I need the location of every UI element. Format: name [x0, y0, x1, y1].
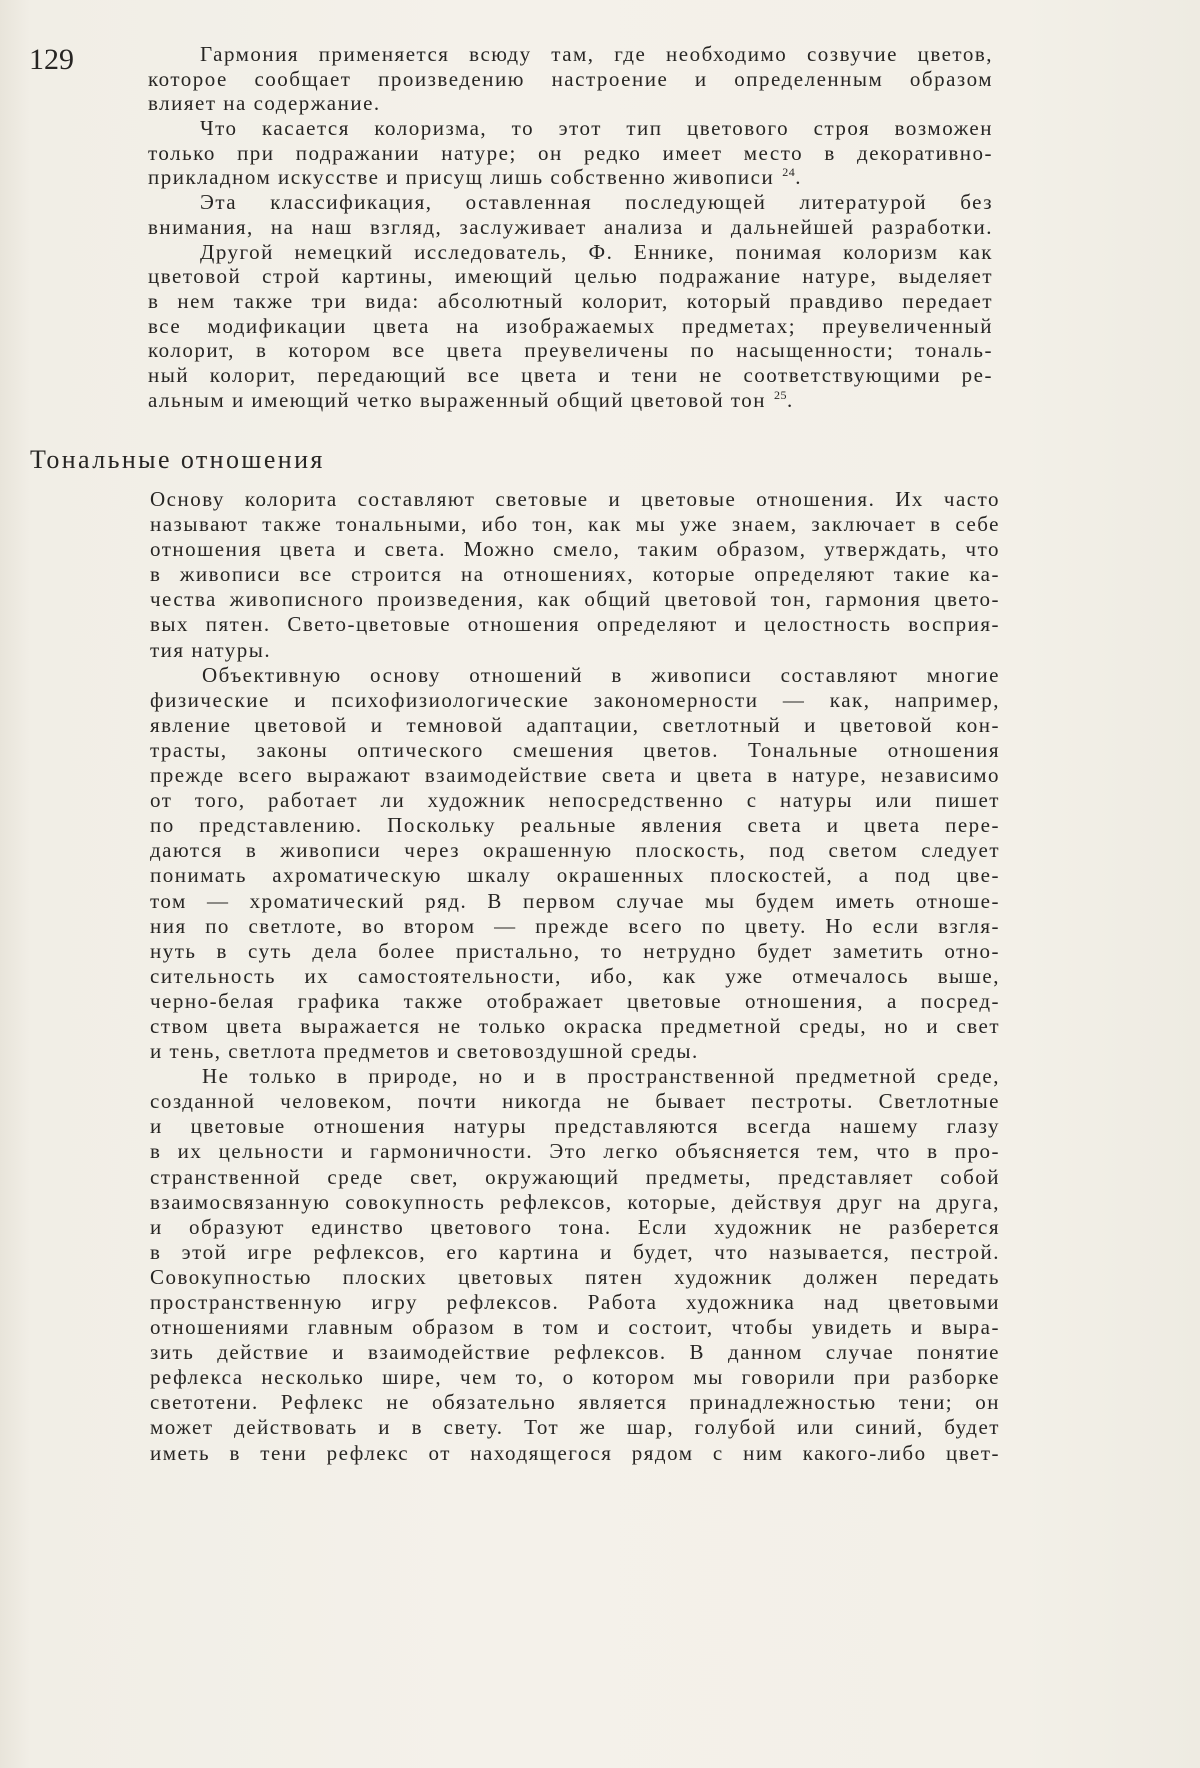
text-line: и тень, светлота предметов и световоздушной среды.	[150, 1039, 699, 1064]
text-line: называют также тональными, ибо тон, как мы уже знаем, заключает в себе	[150, 512, 1000, 537]
line-text: прикладном искусстве и присущ лишь собственно живописи	[148, 165, 775, 190]
text-line: отношениями главным образом в том и состоит, чтобы увидеть и выра-	[150, 1315, 1000, 1340]
text-line	[148, 165, 993, 190]
text-line: иметь в тени рефлекс от находящегося рядом с ним какого-либо цвет-	[150, 1440, 1000, 1465]
text-line: ством цвета выражается не только окраска предметной среды, но и свет	[150, 1013, 1000, 1038]
text-line: ный колорит, передающий все цвета и тени не соответствующими ре-	[148, 362, 993, 387]
text-line: светотени. Рефлекс не обязательно является принадлежностью тени; он	[150, 1390, 1000, 1415]
text-line: цветовой строй картины, имеющий целью подражание натуре, выделяет	[148, 264, 993, 289]
page-number: 129	[29, 43, 74, 76]
text-line: от того, работает ли художник непосредственно с натуры или пишет	[150, 788, 1000, 813]
text-line: взаимосвязанную совокупность рефлексов, которые, действуя друг на друга,	[150, 1189, 1000, 1214]
text-line	[148, 388, 993, 413]
text-line: Не только в природе, но и в пространственной предметной среде,	[202, 1064, 1000, 1089]
paragraph	[148, 42, 993, 116]
text-line: созданной человеком, почти никогда не бывает пестроты. Светлотные	[150, 1089, 1000, 1114]
text-line: сительность их самостоятельности, ибо, как уже отмечалось выше,	[150, 963, 1000, 988]
text-line: по представлению. Поскольку реальные явления света и цвета пере-	[150, 813, 1000, 838]
line-tail: .	[787, 387, 794, 412]
text-line: чества живописного произведения, как общий цветовой тон, гармония цвето-	[150, 587, 1000, 612]
text-line: Эта классификация, оставленная последующей литературой без	[200, 190, 993, 215]
text-line: отношения цвета и света. Можно смело, таким образом, утверждать, что	[150, 537, 1000, 562]
text-line: колорит, в котором все цвета преувеличены по насыщенности; тональ-	[148, 338, 993, 363]
text-line: нуть в суть дела более пристально, то нетрудно будет заметить отно-	[150, 938, 1000, 963]
text-line: том — хроматический ряд. В первом случае мы будем иметь отноше-	[150, 888, 1000, 913]
text-line: Что касается колоризма, то этот тип цветового строя возможен	[200, 116, 993, 141]
text-line: рефлекса несколько шире, чем то, о котором мы говорили при разборке	[150, 1365, 1000, 1390]
text-line: странственной среде свет, окружающий предметы, представляет собой	[150, 1164, 1000, 1189]
paragraph	[150, 663, 1000, 1065]
text-line: только при подражании натуре; он редко имеет место в декоративно-	[148, 140, 993, 165]
text-line: в нем также три вида: абсолютный колорит, который правдиво передает	[148, 288, 993, 313]
text-line: трасты, законы оптического смешения цветов. Тональные отношения	[150, 737, 1000, 762]
text-line: Совокупностью плоских цветовых пятен художник должен передать	[150, 1264, 1000, 1289]
text-line: ния по светлоте, во втором — прежде всего по цвету. Но если взгля-	[150, 913, 1000, 938]
paragraph	[148, 190, 993, 239]
section-text	[150, 487, 1000, 1466]
footnote-ref: 25	[774, 387, 788, 402]
text-line: которое сообщает произведению настроение и определенным образом	[148, 66, 993, 91]
line-tail: .	[795, 165, 802, 190]
text-line: тия натуры.	[150, 637, 272, 662]
text-line: и образуют единство цветового тона. Если художник не разберется	[150, 1214, 1000, 1239]
text-line: даются в живописи через окрашенную плоскость, под светом следует	[150, 838, 1000, 863]
paragraph	[148, 116, 993, 190]
paragraph	[150, 487, 1000, 663]
section-heading: Тональные отношения	[30, 445, 325, 474]
text-line: прежде всего выражают взаимодействие света и цвета в натуре, независимо	[150, 763, 1000, 788]
text-line: понимать ахроматическую шкалу окрашенных плоскостей, а под цве-	[150, 863, 1000, 888]
text-line: Другой немецкий исследователь, Ф. Еннике, понимая колоризм как	[200, 239, 993, 264]
text-line: внимания, на наш взгляд, заслуживает анализа и дальнейшей разработки.	[148, 214, 993, 239]
text-line: черно-белая графика также отображает цветовые отношения, а посред-	[150, 988, 1000, 1013]
text-line: и цветовые отношения натуры представляются всегда нашему глазу	[150, 1114, 1000, 1139]
line-text: альным и имеющий четко выраженный общий цветовой тон	[148, 387, 767, 412]
text-line: в их цельности и гармоничности. Это легко объясняется тем, что в про-	[150, 1139, 1000, 1164]
text-line: все модификации цвета на изображаемых предметах; преувеличенный	[148, 313, 993, 338]
text-line: Гармония применяется всюду там, где необходимо созвучие цветов,	[200, 42, 993, 66]
paragraph	[150, 1064, 1000, 1466]
text-line: физические и психофизиологические закономерности — как, например,	[150, 687, 1000, 712]
text-line: Основу колорита составляют световые и цветовые отношения. Их часто	[150, 487, 1000, 511]
text-line: в этой игре рефлексов, его картина и будет, что называется, пестрой.	[150, 1239, 1000, 1264]
text-line: явление цветовой и темновой адаптации, светлотный и цветовой кон-	[150, 712, 1000, 737]
text-line: может действовать и в свету. Тот же шар, голубой или синий, будет	[150, 1415, 1000, 1440]
intro-text	[148, 42, 993, 412]
paragraph	[148, 240, 993, 413]
text-line: вых пятен. Свето-цветовые отношения определяют и целостность восприя-	[150, 612, 1000, 637]
text-line: пространственную игру рефлексов. Работа художника над цветовыми	[150, 1290, 1000, 1314]
text-line: зить действие и взаимодействие рефлексов. В данном случае понятие	[150, 1340, 1000, 1365]
text-line: влияет на содержание.	[148, 91, 381, 116]
text-line: в живописи все строится на отношениях, которые определяют такие ка-	[150, 562, 1000, 587]
text-line: Объективную основу отношений в живописи составляют многие	[202, 662, 1000, 687]
footnote-ref: 24	[782, 165, 796, 180]
